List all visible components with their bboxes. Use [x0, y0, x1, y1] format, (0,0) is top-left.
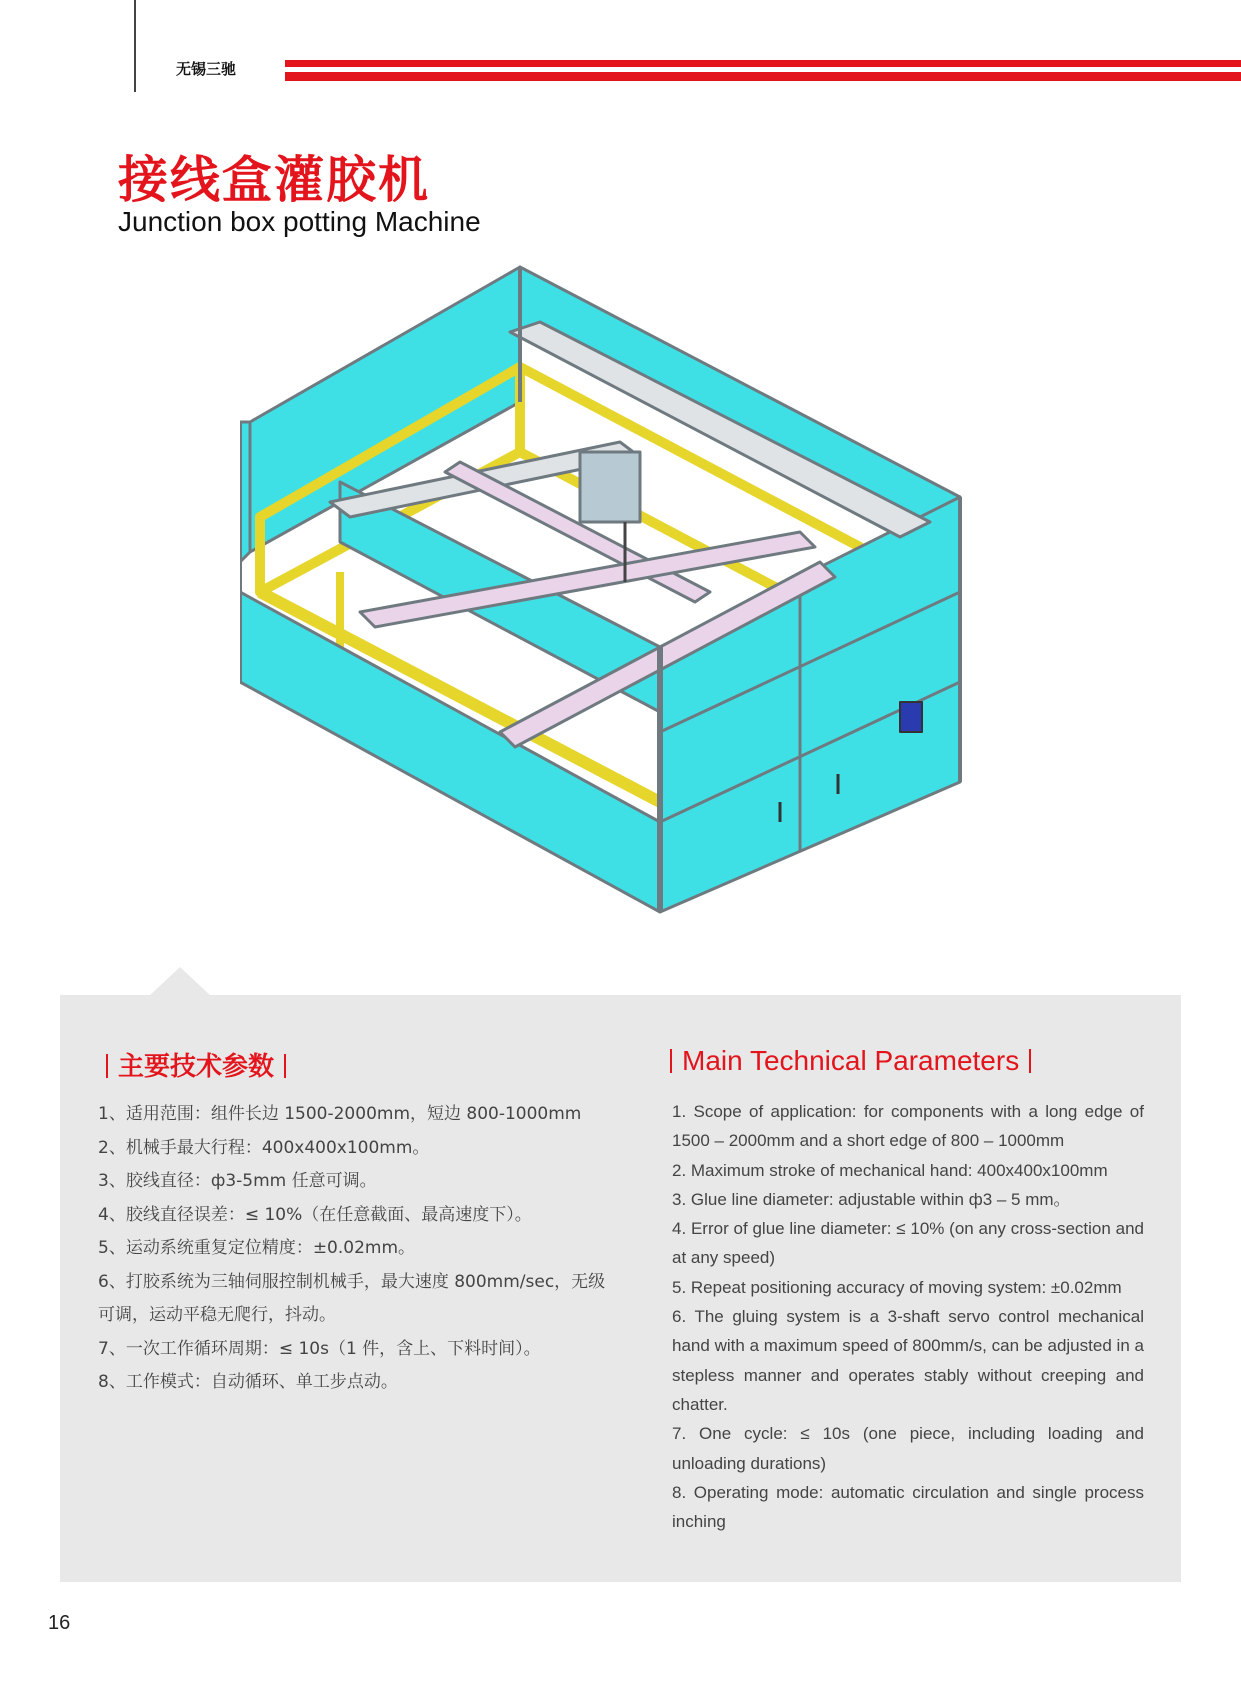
params-list-en: [672, 1097, 1144, 1536]
param-en-3: 3. Glue line diameter: adjustable within ф3 – 5 mm。: [672, 1189, 1071, 1209]
header-red-bar-top: [285, 60, 1241, 67]
param-cn-2: 2、机械手最大行程：400x400x100mm。: [98, 1137, 430, 1158]
param-cn-8: 8、工作模式：自动循环、单工步点动。: [98, 1372, 398, 1392]
heading-bar-left: [670, 1049, 672, 1073]
brand-name: 无锡三驰: [176, 60, 237, 78]
param-en-2: 2. Maximum stroke of mechanical hand: 400x400x100mm: [672, 1160, 1108, 1180]
heading-bar-right: [284, 1054, 286, 1078]
param-cn-1: 1、适用范围：组件长边 1500-2000mm，短边 800-1000mm: [98, 1104, 582, 1124]
params-heading-cn-text: 主要技术参数: [118, 1052, 275, 1082]
params-list-cn: [98, 1098, 618, 1400]
header-red-bar-bottom: [285, 72, 1241, 81]
param-en-8: 8. Operating mode: automatic circulation and single process inching: [672, 1482, 1144, 1532]
param-cn-3: 3、胶线直径：ф3-5mm 任意可调。: [98, 1171, 377, 1191]
page-title-en: Junction box potting Machine: [118, 206, 481, 237]
heading-bar-right: [1029, 1049, 1031, 1073]
param-cn-4: 4、胶线直径误差：≤ 10%（在任意截面、最高速度下）。: [98, 1204, 532, 1225]
param-cn-7: 7、一次工作循环周期：≤ 10s（1 件，含上、下料时间）。: [98, 1338, 541, 1359]
param-en-4: 4. Error of glue line diameter: ≤ 10% (on any cross-section and at any speed): [672, 1219, 1144, 1268]
params-heading-en-text: Main Technical Parameters: [682, 1045, 1020, 1076]
param-cn-6: 6、打胶系统为三轴伺服控制机械手，最大速度 800mm/sec，无级: [98, 1271, 606, 1292]
header-divider-line: [134, 0, 136, 92]
param-cn-5: 5、运动系统重复定位精度：±0.02mm。: [98, 1238, 416, 1258]
params-heading-cn: [96, 1046, 296, 1083]
machine-3d-drawing-icon: [240, 262, 1030, 962]
param-en-1: 1. Scope of application: for components with a long edge of 1500 – 2000mm and a short edge of 800 – 1000mm: [672, 1102, 1144, 1151]
param-en-5: 5. Repeat positioning accuracy of moving system: ±0.02mm: [672, 1277, 1122, 1297]
param-cn-6-cont: 可调，运动平稳无爬行，抖动。: [98, 1305, 336, 1325]
params-heading-en: [660, 1045, 1041, 1077]
param-en-7: 7. One cycle: ≤ 10s (one piece, including loading and unloading durations): [672, 1424, 1144, 1473]
page-number: 16: [48, 1612, 71, 1634]
page-title-cn: 接线盒灌胶机: [118, 151, 430, 209]
heading-bar-left: [106, 1054, 108, 1078]
param-en-6: 6. The gluing system is a 3-shaft servo control mechanical hand with a maximum speed of 800mm/s, can be adjusted in a stepless manner and operates stably without creeping and chatter.: [672, 1307, 1144, 1414]
panel-notch: [148, 967, 212, 997]
